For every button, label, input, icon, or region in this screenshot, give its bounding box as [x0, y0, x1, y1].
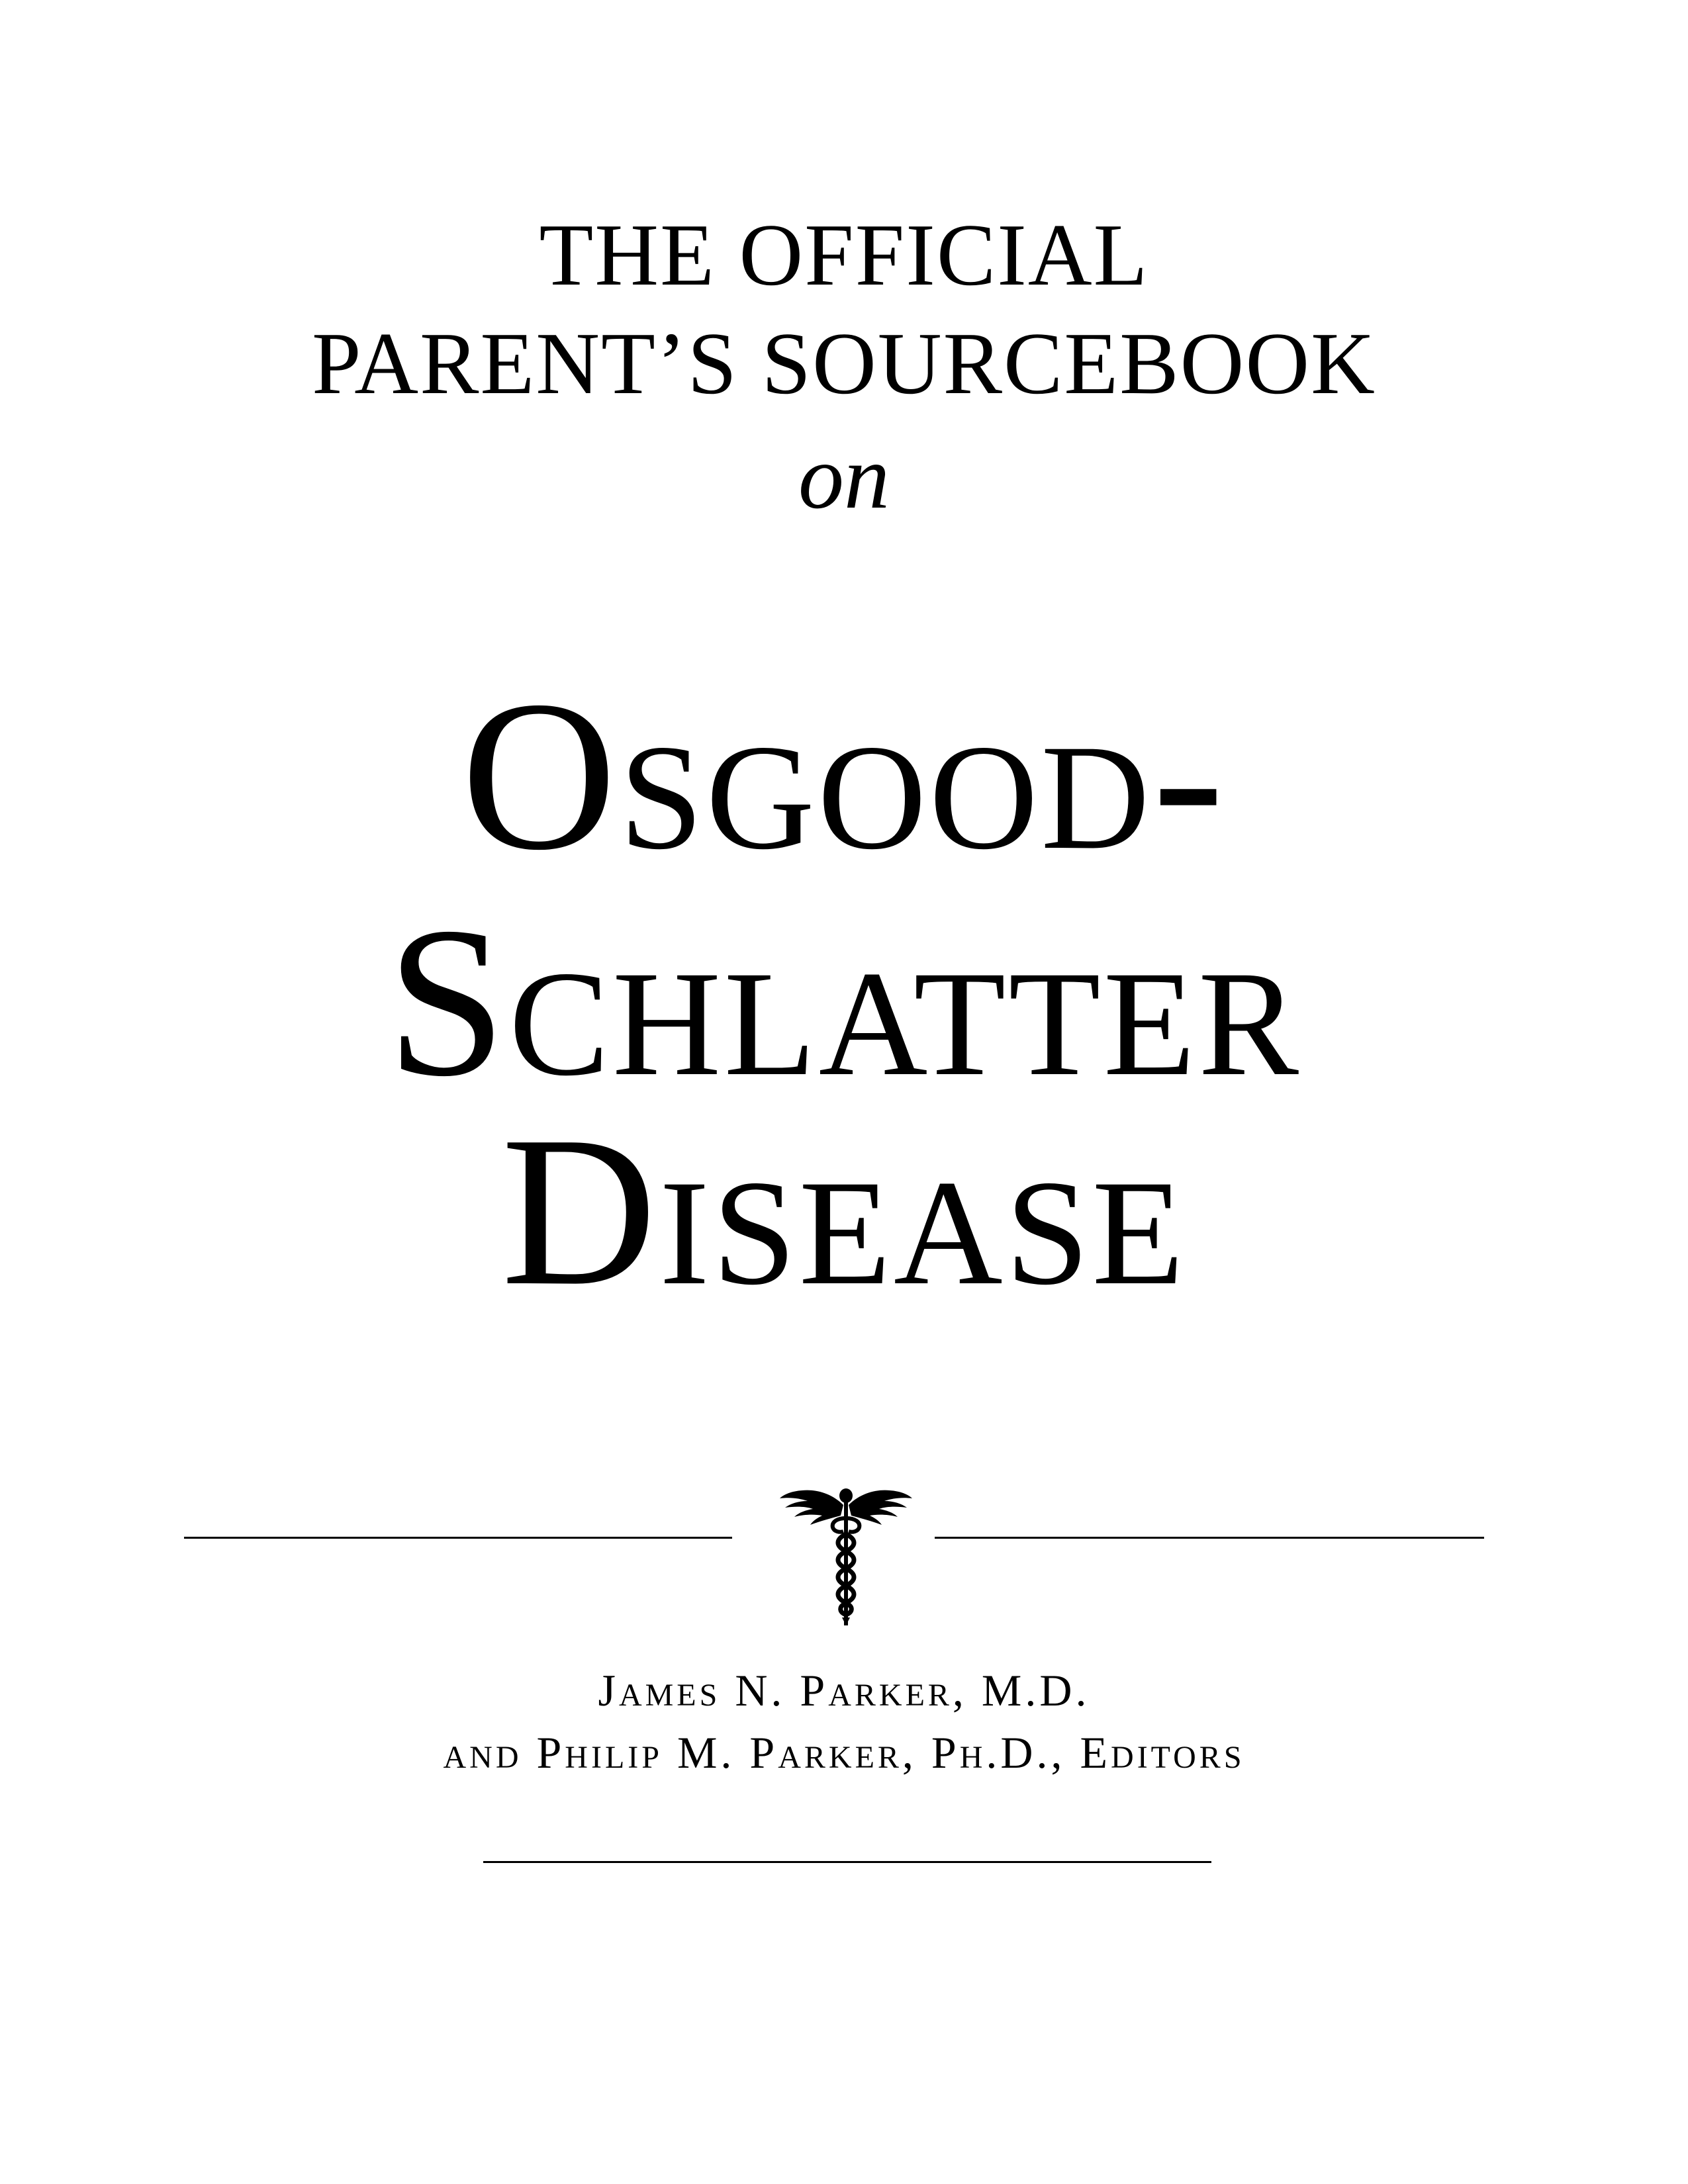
disease-title-line-1: Osgood-: [461, 657, 1227, 895]
divider-right: [935, 1537, 1484, 1539]
title-connector: on: [798, 426, 890, 527]
divider-left: [184, 1537, 732, 1539]
series-title-line-1: THE OFFICIAL: [539, 206, 1149, 304]
editors-line-1: James N. Parker, M.D.: [598, 1665, 1090, 1715]
series-title-line-2: PARENT’S SOURCEBOOK: [312, 314, 1376, 412]
disease-title-line-3: Disease: [501, 1092, 1187, 1330]
caduceus-icon: [780, 1481, 912, 1625]
divider-bottom: [483, 1861, 1211, 1863]
disease-title-line-2: Schlatter: [386, 883, 1302, 1121]
editors-line-2: and Philip M. Parker, Ph.D., Editors: [443, 1727, 1245, 1778]
